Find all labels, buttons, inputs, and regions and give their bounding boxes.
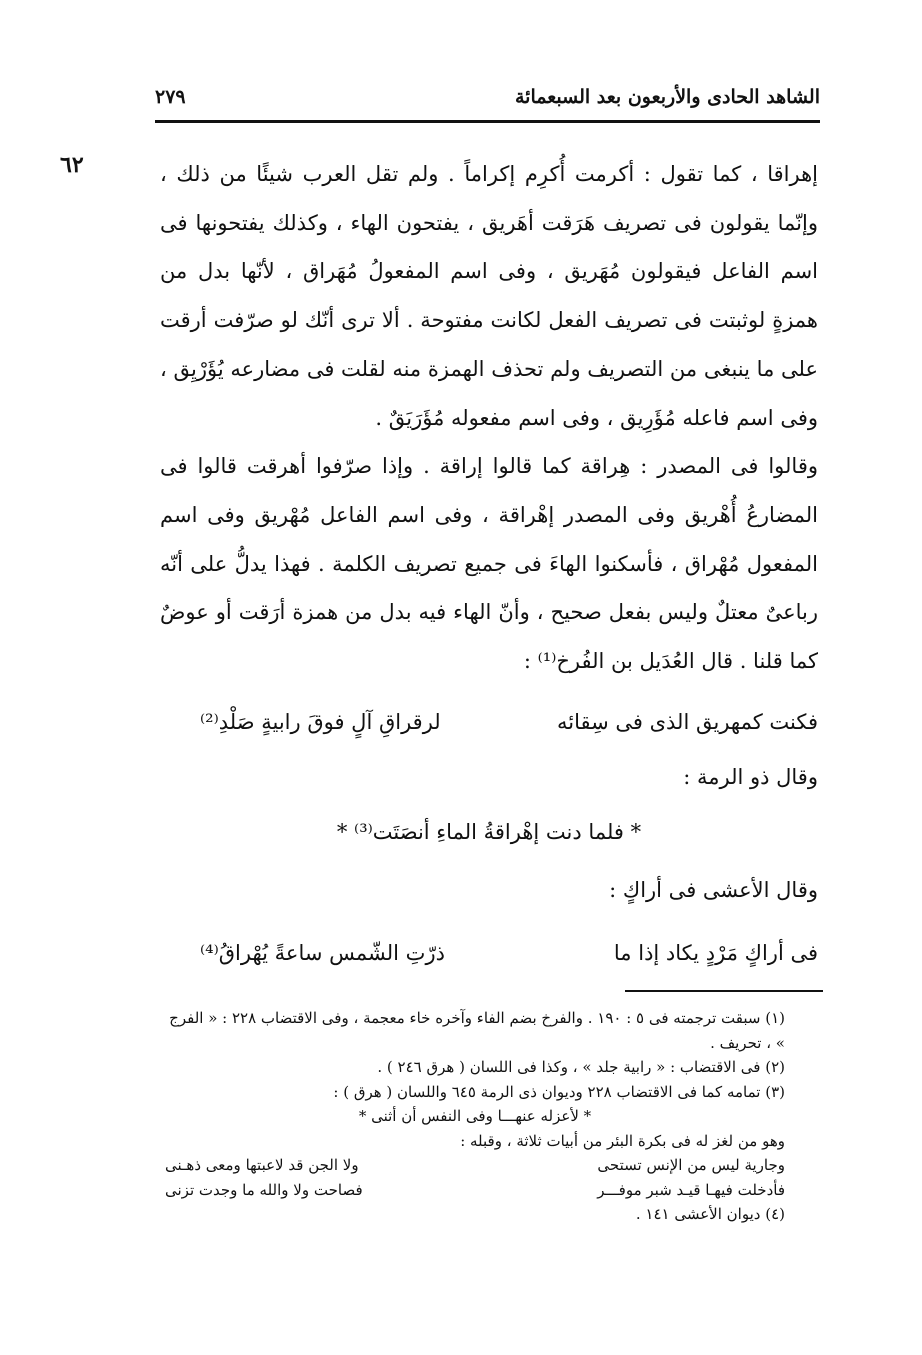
footnote: (٣) تمامه كما فى الاقتضاب ٢٢٨ وديوان ذى الرمة ٦٤٥ واللسان ( هرق ) :: [333, 1082, 785, 1101]
verse-introduction: وقال الأعشى فى أراكٍ :: [609, 878, 818, 902]
verse-second-half: ذرّتِ الشّمس ساعةً يُهْراقُ⁽⁴⁾: [200, 941, 445, 965]
verse-second-half: ولا الجن قد لاعبتها ومعى ذهـنى: [165, 1156, 359, 1174]
header-title: الشاهد الحادى والأربعون بعد السبعمائة: [515, 86, 820, 108]
verse-line: [160, 928, 818, 978]
verse-first-half: فأدخلت فيهـا قيـد شبر موفـــر: [597, 1180, 785, 1199]
verse-first-half: وجارية ليس من الإنس تستحى: [597, 1156, 785, 1174]
verse-first-half: فى أراكٍ مَرْدٍ يكاد إذا ما: [613, 941, 818, 965]
footnote-context: وهو من لغز له فى بكرة البئر من أبيات ثلاثة ، وقبله :: [460, 1131, 785, 1150]
footnote-poem-line: [165, 1178, 785, 1203]
verse-first-half: فكنت كمهريق الذى فى سِقائه: [556, 710, 818, 734]
footnote-poem-line: [165, 1153, 785, 1178]
verse-second-half: لرقراقِ آلٍ فوقَ رابيةٍ صَلْدِ⁽²⁾: [200, 710, 441, 734]
half-verse-line: * فلما دنت إهْراقةُ الماءِ أنصَتَت⁽³⁾ *: [336, 820, 642, 844]
page-number: ٢٧٩: [155, 86, 186, 108]
footnote-divider: [625, 990, 823, 992]
footnote: (٤) ديوان الأعشى ١٤١ .: [635, 1205, 785, 1223]
verse-introduction: وقال ذو الرمة :: [683, 765, 818, 789]
main-text: [160, 150, 818, 686]
paragraph: إهراقا ، كما تقول : أكرمت أُكرِم إكراماً . ولم تقل العرب شيئًا من ذلك ، وإنّما يقولون فى تصريف هَرَقت أهَريق ، يفتحون الهاء ، وكذلك يفتحونها فى اسم الفاعل فيقولون مُهَريق ، وفى اسم المفعولُ مُهَراق ، لأنّها بدل من همزةٍ لوثبتت فى تصريف الفعل لكانت مفتوحة . ألا ترى أنّك لو صرّفت أرقت على ما ينبغى من التصريف ولم تحذف الهمزة منه لقلت فى مضارعه يُؤَرْيِق ، وفى اسم فاعله مُؤَرِيق ، وفى اسم مفعوله مُؤَرَيَقٌ .: [160, 162, 818, 430]
running-header: [155, 80, 820, 123]
footnote: (٢) فى الاقتضاب : « رابية جلد » ، وكذا فى اللسان ( هرق ٢٤٦ ) .: [377, 1058, 785, 1076]
margin-reference-number: ٦٢: [60, 152, 84, 178]
footnotes: [165, 1006, 785, 1227]
footnote: (١) سبقت ترجمته فى ٥ : ١٩٠ . والفرخ بضم الفاء وآخره خاء معجمة ، وفى الاقتضاب ٢٢٨ : « الفرج » ، تحريف .: [169, 1009, 785, 1052]
verse-second-half: فصاحت ولا والله ما وجدت تزنى: [165, 1180, 363, 1199]
verse-line: [160, 697, 818, 747]
paragraph: وقالوا فى المصدر : هِراقة كما قالوا إراقة . وإذا صرّفوا أهرقت قالوا فى المضارعُ أُهْريق وفى المصدر إهْراقة ، وفى اسم الفاعل مُهْريق وفى اسم المفعول مُهْراق ، فأسكنوا الهاءَ فى جميع تصريف الكلمة . فهذا يدلُّ على أنّه رباعىٌ معتلٌ وليس بفعل صحيح ، وأنّ الهاء فيه بدل من همزة أرَقت أو عوضٌ كما قلنا . قال العُدَيل بن الفُرخ⁽¹⁾ :: [160, 454, 818, 674]
footnote-verse: * لأعزله عنهـــا وفى النفس أن أثنى *: [358, 1107, 592, 1125]
